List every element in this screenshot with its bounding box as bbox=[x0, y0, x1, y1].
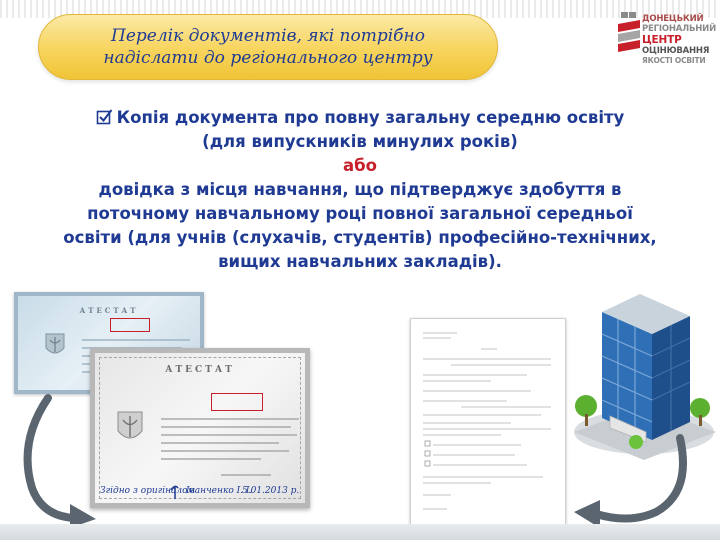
signature-mark-icon bbox=[170, 484, 180, 500]
coat-of-arms-icon bbox=[44, 332, 66, 358]
requirements-or-word: або bbox=[343, 156, 377, 175]
footer-bar bbox=[0, 524, 720, 540]
slide-title-banner bbox=[38, 14, 498, 80]
logo-line-1: ДОНЕЦЬКИЙ bbox=[642, 14, 704, 24]
checked-checkbox-icon bbox=[96, 108, 113, 125]
requirements-line-1-text: Копія документа про повну загальну середню освіту bbox=[116, 108, 625, 127]
certificate-emblem-icon bbox=[115, 409, 145, 445]
curved-arrow-left-icon bbox=[18, 392, 98, 528]
logo-text bbox=[642, 14, 716, 66]
certificate-copy-image bbox=[90, 348, 310, 508]
form-content-lines bbox=[411, 319, 567, 533]
logo-line-4: ОЦІНЮВАННЯ bbox=[642, 46, 710, 56]
caption-part-1: Згідно з оригіналом bbox=[100, 486, 196, 496]
slide-title-line-1: Перелік документів, які потрібно bbox=[111, 26, 425, 46]
caption-part-2: Іванченко І. І. bbox=[186, 486, 253, 496]
regional-center-logo bbox=[618, 4, 718, 66]
requirements-line-6: освіти (для учнів (слухачів, студентів) професійно-технічних, bbox=[63, 228, 657, 247]
logo-line-2: РЕГІОНАЛЬНИЙ bbox=[642, 24, 717, 34]
certificate-front-name-box bbox=[211, 393, 263, 411]
caption-part-3: 5.01.2013 р. bbox=[242, 486, 300, 496]
certificate-back-title: АТЕСТАТ bbox=[79, 306, 139, 315]
requirements-line-5: поточному навчальному році повної загальної середньої bbox=[87, 204, 633, 223]
requirements-line-4: довідка з місця навчання, що підтверджує здобуття в bbox=[98, 180, 622, 199]
document-requirements-text bbox=[20, 106, 700, 274]
requirements-line-2: (для випускників минулих років) bbox=[202, 132, 518, 151]
logo-line-3: ЦЕНТР bbox=[642, 34, 682, 46]
requirements-line-7: вищих навчальних закладів). bbox=[218, 252, 502, 271]
requirements-line-1 bbox=[20, 106, 700, 130]
slide-title-line-2: надіслати до регіонального центру bbox=[103, 48, 433, 68]
certificate-front-text-lines bbox=[161, 415, 301, 485]
curved-arrow-right-icon bbox=[560, 432, 690, 532]
building-logo-icon bbox=[618, 10, 642, 56]
logo-line-5: ЯКОСТІ ОСВІТИ bbox=[642, 56, 706, 65]
certificate-front-title: АТЕСТАТ bbox=[165, 365, 235, 375]
study-certificate-form-image bbox=[410, 318, 566, 532]
certificate-back-name-box bbox=[110, 318, 150, 332]
